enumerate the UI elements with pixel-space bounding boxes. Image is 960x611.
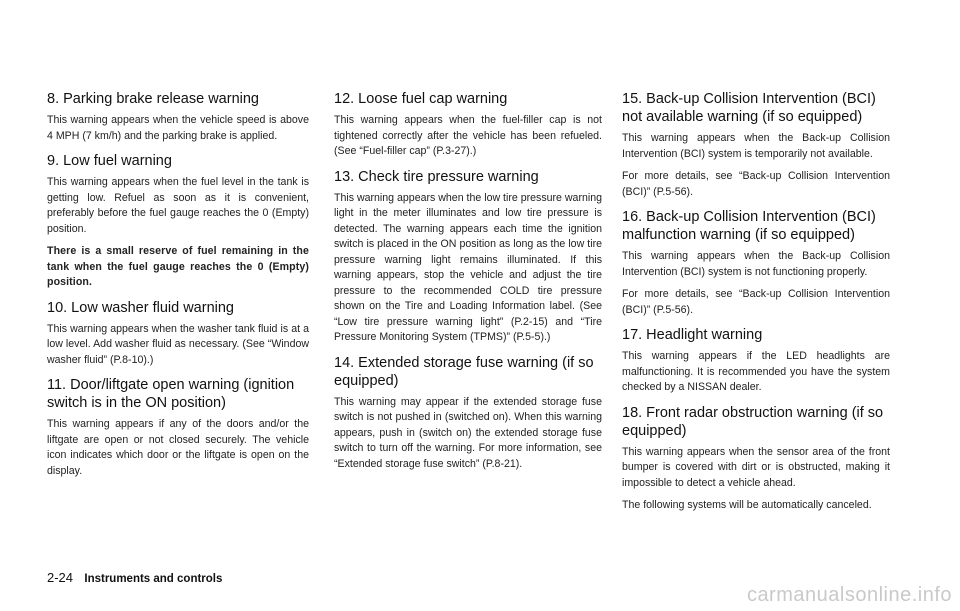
section-body: This warning appears when the vehicle speed is above 4 MPH (7 km/h) and the parking brake is applied. <box>47 114 309 142</box>
section-body-continued: The following systems will be automatically canceled. <box>622 499 872 511</box>
section-body: This warning appears if any of the doors and/or the liftgate are open or not closed securely. The vehicle icon indicates which door or the liftgate is open on the display. <box>47 418 309 477</box>
section-heading: 12. Loose fuel cap warning <box>334 91 508 107</box>
section-heading: 8. Parking brake release warning <box>47 91 259 107</box>
section-heading: 13. Check tire pressure warning <box>334 168 539 185</box>
chapter-title: Instruments and controls <box>84 573 223 585</box>
section-body: This warning appears when the Back-up Collision Intervention (BCI) system is not functioning properly. <box>622 250 890 278</box>
section-tire-pressure-warning <box>334 168 602 346</box>
section-low-washer-fluid-warning <box>47 299 309 369</box>
section-body: This warning appears when the sensor area of the front bumper is covered with dirt or is obstructed, making it impossible to detect a vehicle ahead. <box>622 445 890 489</box>
section-reference: For more details, see “Back-up Collision Intervention (BCI)” (P.5-56). <box>622 170 890 198</box>
column-right <box>622 90 890 522</box>
section-heading: 18. Front radar obstruction warning (if so equipped) <box>622 404 884 439</box>
section-heading: 17. Headlight warning <box>622 327 763 343</box>
section-note: There is a small reserve of fuel remaining in the tank when the fuel gauge reaches the 0 (Empty) position. <box>47 245 309 288</box>
section-heading: 16. Back-up Collision Intervention (BCI) malfunction warning (if so equipped) <box>622 209 876 243</box>
page-number: 2-24 <box>47 570 74 585</box>
section-headlight-warning <box>622 326 890 396</box>
section-parking-brake-warning <box>47 90 309 144</box>
page-footer <box>47 571 222 586</box>
section-body: This warning appears when the Back-up Collision Intervention (BCI) system is temporarily not available. <box>622 132 890 160</box>
section-body: This warning may appear if the extended storage fuse switch is not pushed in (switched on). When this warning appears, push in (switch on) the extended storage fuse switch to turn off the warning. For more information, see “Extended storage fuse switch” (P.8-21). <box>334 395 602 470</box>
section-body: This warning appears when the fuel level in the tank is getting low. Refuel as soon as it is convenient, preferably before the fuel gauge reaches the 0 (Empty) position. <box>47 176 309 235</box>
section-heading: 15. Back-up Collision Intervention (BCI) not available warning (if so equipped) <box>622 91 876 125</box>
section-radar-obstruction-warning <box>622 404 890 514</box>
section-body: This warning appears when the washer tank fluid is at a low level. Add washer fluid as necessary. (See “Window washer fluid” (P.8-10).) <box>47 322 309 366</box>
section-heading: 9. Low fuel warning <box>47 153 172 169</box>
section-body: This warning appears when the low tire pressure warning light in the meter illuminates and low tire pressure is detected. The warning appears each time the ignition switch is placed in the ON position as long as the low tire pressure warning light remains illuminated. If this warning appears, stop the vehicle and adjust the tire pressure to the recommended COLD tire pressure shown on the Tire and Loading Information label. (See “Low tire pressure warning light” (P.2-15) and “Tire Pressure Monitoring System (TPMS)” (P.5-5).) <box>334 191 602 343</box>
column-left <box>47 90 309 487</box>
section-heading: 11. Door/liftgate open warning (ignition switch is in the ON position) <box>47 377 295 411</box>
column-middle <box>334 90 602 480</box>
section-heading: 14. Extended storage fuse warning (if so equipped) <box>334 354 594 389</box>
section-reference: For more details, see “Back-up Collision Intervention (BCI)” (P.5-56). <box>622 288 890 316</box>
watermark: carmanualsonline.info <box>746 584 952 606</box>
section-bci-malfunction-warning <box>622 208 890 318</box>
section-loose-fuel-cap-warning <box>334 90 602 160</box>
section-low-fuel-warning <box>47 152 309 291</box>
section-bci-not-available-warning <box>622 90 890 200</box>
section-body: This warning appears if the LED headlights are malfunctioning. It is recommended you have the system checked by a NISSAN dealer. <box>622 350 890 393</box>
section-heading: 10. Low washer fluid warning <box>47 299 234 316</box>
section-body: This warning appears when the fuel-filler cap is not tightened correctly after the vehicle has been refueled. (See “Fuel-filler cap” (P.3-27).) <box>334 114 602 157</box>
section-storage-fuse-warning <box>334 354 602 473</box>
section-door-liftgate-warning <box>47 376 309 479</box>
